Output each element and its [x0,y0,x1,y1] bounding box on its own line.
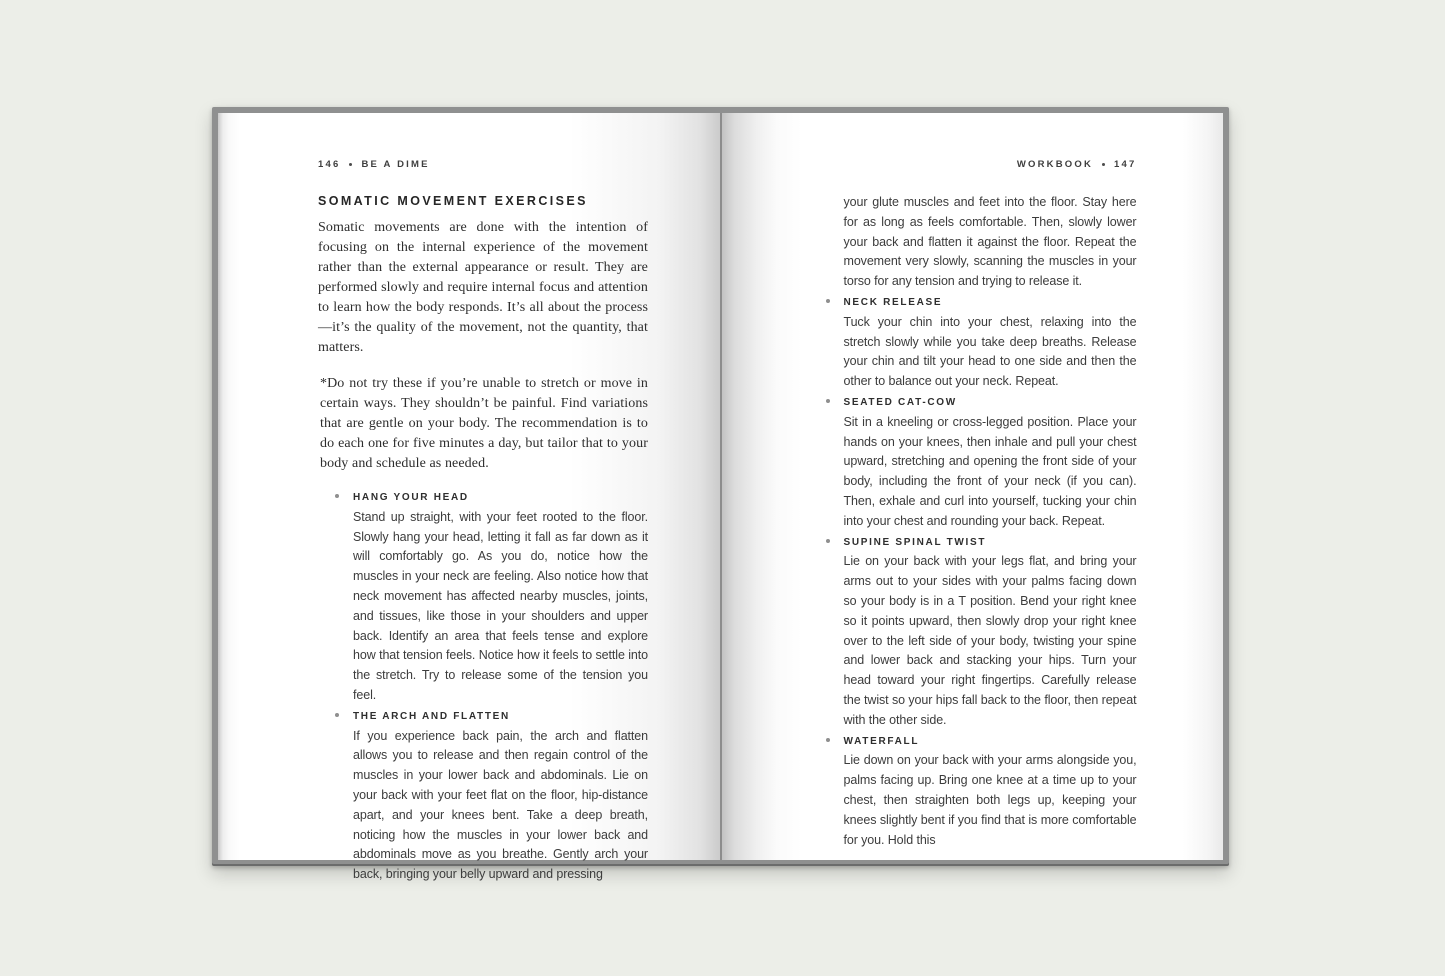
running-title-left: BE A DIME [361,159,430,170]
bullet-dot-icon [826,738,830,742]
page-left-content [318,159,648,885]
bullet-title: SEATED CAT-COW [843,396,957,408]
bullet-body: If you experience back pain, the arch and flatten allows you to release and then regain control of the muscles in your lower back and abdominals. Lie on your back with your feet flat on the floor, hip-distance apart, and your knees bent. Take a deep breath, noticing how the muscles in your lower back and abdominals move as you breathe. Gently arch your back, bringing your belly upward and pressing [353,728,648,882]
page-right [722,113,1224,860]
list-item-arch-and-flatten [353,706,648,885]
list-item-neck-release [844,292,1137,392]
bullet-body: Lie down on your back with your arms alongside you, palms facing up. Bring one knee at a time up to your chest, then straighten both legs up, keeping your knees slightly bent if you find that is more comfortable for you. Hold this [843,753,1137,847]
page-left [218,113,720,882]
bullet-title: HANG YOUR HEAD [353,492,469,503]
section-heading: SOMATIC MOVEMENT EXERCISES [318,194,588,208]
intro-paragraph-2: *Do not try these if you’re unable to stretch or move in certain ways. They shouldn’t be painful. Find variations that are gentle on your body. The recommendation is to do each one for five minutes a day, but tailor that to your body and schedule as needed. [320,376,648,471]
list-item-hang-your-head [353,487,648,706]
separator-dot-icon [1102,163,1105,166]
bullet-dot-icon [335,494,339,498]
running-title-right: WORKBOOK [1016,159,1094,170]
list-item-waterfall [844,731,1137,851]
list-item-supine-spinal-twist [844,532,1137,731]
page-number-right: 147 [1114,159,1137,170]
running-head-left [318,159,648,170]
bullet-dot-icon [826,299,830,303]
bullet-title: NECK RELEASE [843,296,943,308]
bullet-body: Stand up straight, with your feet rooted to the floor. Slowly hang your head, letting it fall as far down as it will comfortably go. As you do, notice how the muscles in your neck are feeling. Also notice how that neck movement has affected nearby muscles, joints, and tissues, like those in your shoulders and upper back. Identify an area that feels tense and explore how that tension feels. Notice how it feels to settle into the stretch. Try to release some of the tension you feel. [353,509,648,702]
list-item-seated-cat-cow [844,392,1137,532]
exercise-list-right [844,292,1137,850]
bullet-dot-icon [335,713,339,717]
bullet-body: Lie on your back with your legs flat, and bring your arms out to your sides with your palms facing down so your body is in a T position. Bend your right knee so it points upward, then slowly drop your right knee over to the left side of your body, twisting your spine and lower back and stacking your hips. Turn your head toward your right fingertips. Carefully release the twist so your hips fall back to the floor, then repeat with the other side. [843,554,1137,727]
open-book [212,107,1229,882]
page-right-content [844,159,1137,850]
exercise-list-left [353,487,648,885]
book-pages [218,113,1223,882]
bullet-body: Sit in a kneeling or cross-legged position. Place your hands on your knees, then inhale and pull your chest upward, stretching and opening the front side of your body, including the front of your neck (if you can). Then, exhale and curl into yourself, tucking your chin into your chest and rounding your back. Repeat. [843,414,1137,528]
page-number-left: 146 [318,159,341,170]
separator-dot-icon [349,163,352,166]
bullet-title: SUPINE SPINAL TWIST [843,536,987,548]
running-head-right [844,159,1137,170]
bullet-title: THE ARCH AND FLATTEN [353,710,510,722]
bullet-dot-icon [826,539,830,543]
continuation-paragraph: your glute muscles and feet into the floor. Stay here for as long as feels comfortable. Then, slowly lower your back and flatten it against the floor. Repeat the movement very slowly, scanning the muscles in your torso for any tension and trying to release it. [843,195,1137,289]
intro-paragraph-1: Somatic movements are done with the intention of focusing on the internal experience of the movement rather than the external appearance or result. They are performed slowly and require internal focus and attention to learn how the body responds. It’s all about the process—it’s the quality of the movement, not the quantity, that matters. [318,220,648,355]
bullet-dot-icon [826,399,830,403]
bullet-title: WATERFALL [843,735,920,747]
bullet-body: Tuck your chin into your chest, relaxing into the stretch slowly while you take deep breaths. Release your chin and tilt your head to one side and then the other to balance out your neck. Repeat. [843,314,1137,389]
